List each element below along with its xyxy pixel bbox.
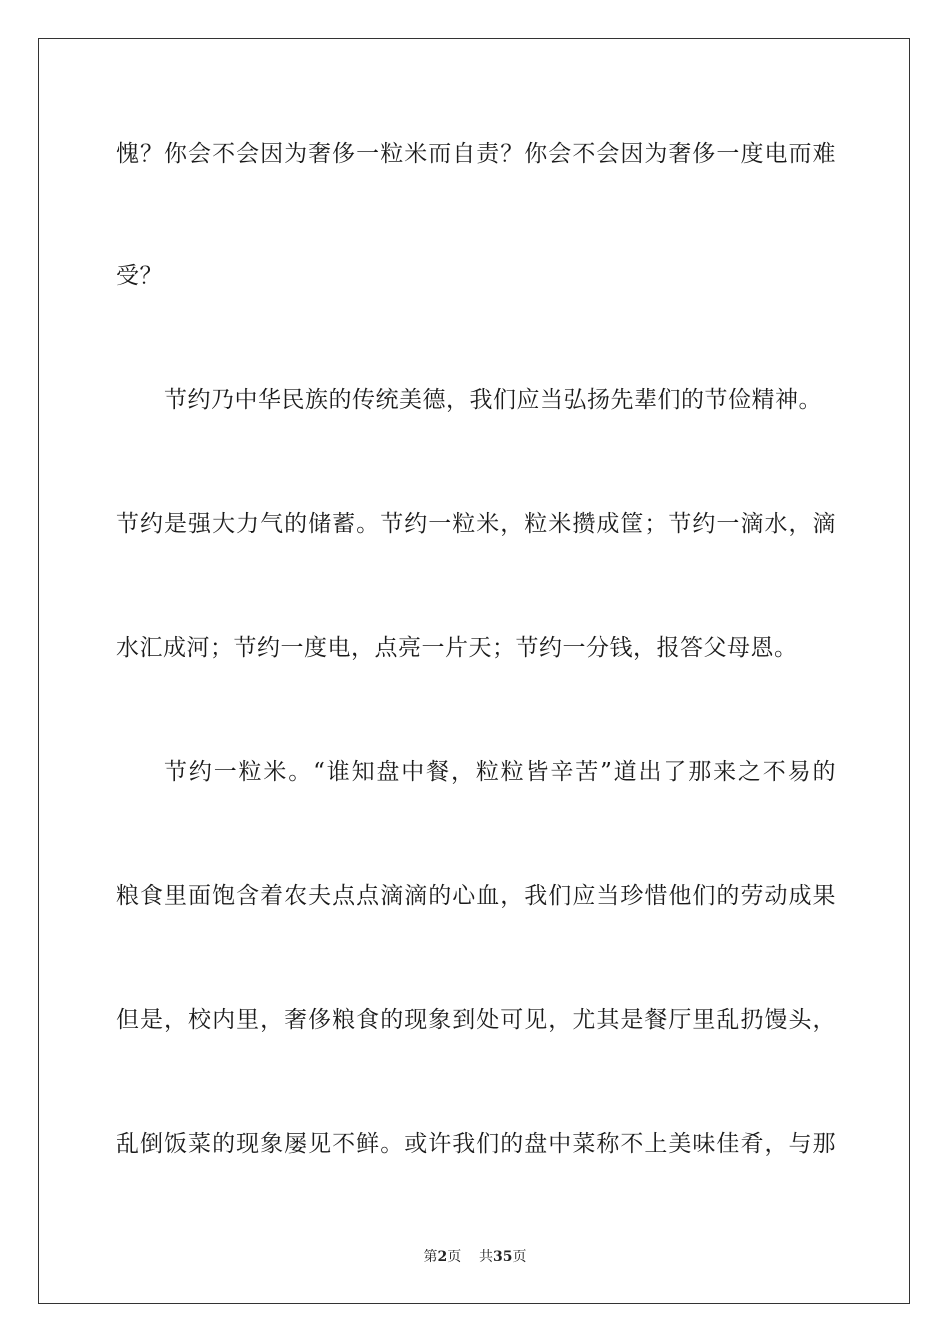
total-pages: 35 (493, 1249, 513, 1265)
total-prefix: 共 (479, 1249, 494, 1265)
text-line-9: 乱倒饭菜的现象屡见不鲜。或许我们的盘中菜称不上美味佳肴，与那 (116, 1131, 836, 1157)
page-prefix: 第 (423, 1249, 438, 1265)
paragraph-start-line-6: 节约一粒米。“谁知盘中餐，粒粒皆辛苦”道出了那来之不易的 (164, 759, 836, 785)
total-suffix: 页 (512, 1249, 527, 1265)
page-footer (0, 1248, 950, 1266)
page-number: 2 (437, 1249, 448, 1265)
text-line-4: 节约是强大力气的储蓄。节约一粒米，粒米攒成筐；节约一滴水，滴 (116, 511, 836, 537)
text-line-1: 愧？你会不会因为奢侈一粒米而自责？你会不会因为奢侈一度电而难 (116, 141, 836, 167)
text-line-7: 粮食里面饱含着农夫点点滴滴的心血，我们应当珍惜他们的劳动成果 (116, 883, 836, 909)
page-suffix: 页 (447, 1249, 462, 1265)
text-line-5: 水汇成河；节约一度电，点亮一片天；节约一分钱，报答父母恩。 (116, 635, 798, 661)
text-line-2: 受？ (116, 263, 163, 289)
text-line-8: 但是，校内里，奢侈粮食的现象到处可见，尤其是餐厅里乱扔馒头， (116, 1007, 836, 1033)
page-border (38, 38, 910, 1304)
paragraph-start-line-3: 节约乃中华民族的传统美德，我们应当弘扬先辈们的节俭精神。 (164, 387, 822, 413)
